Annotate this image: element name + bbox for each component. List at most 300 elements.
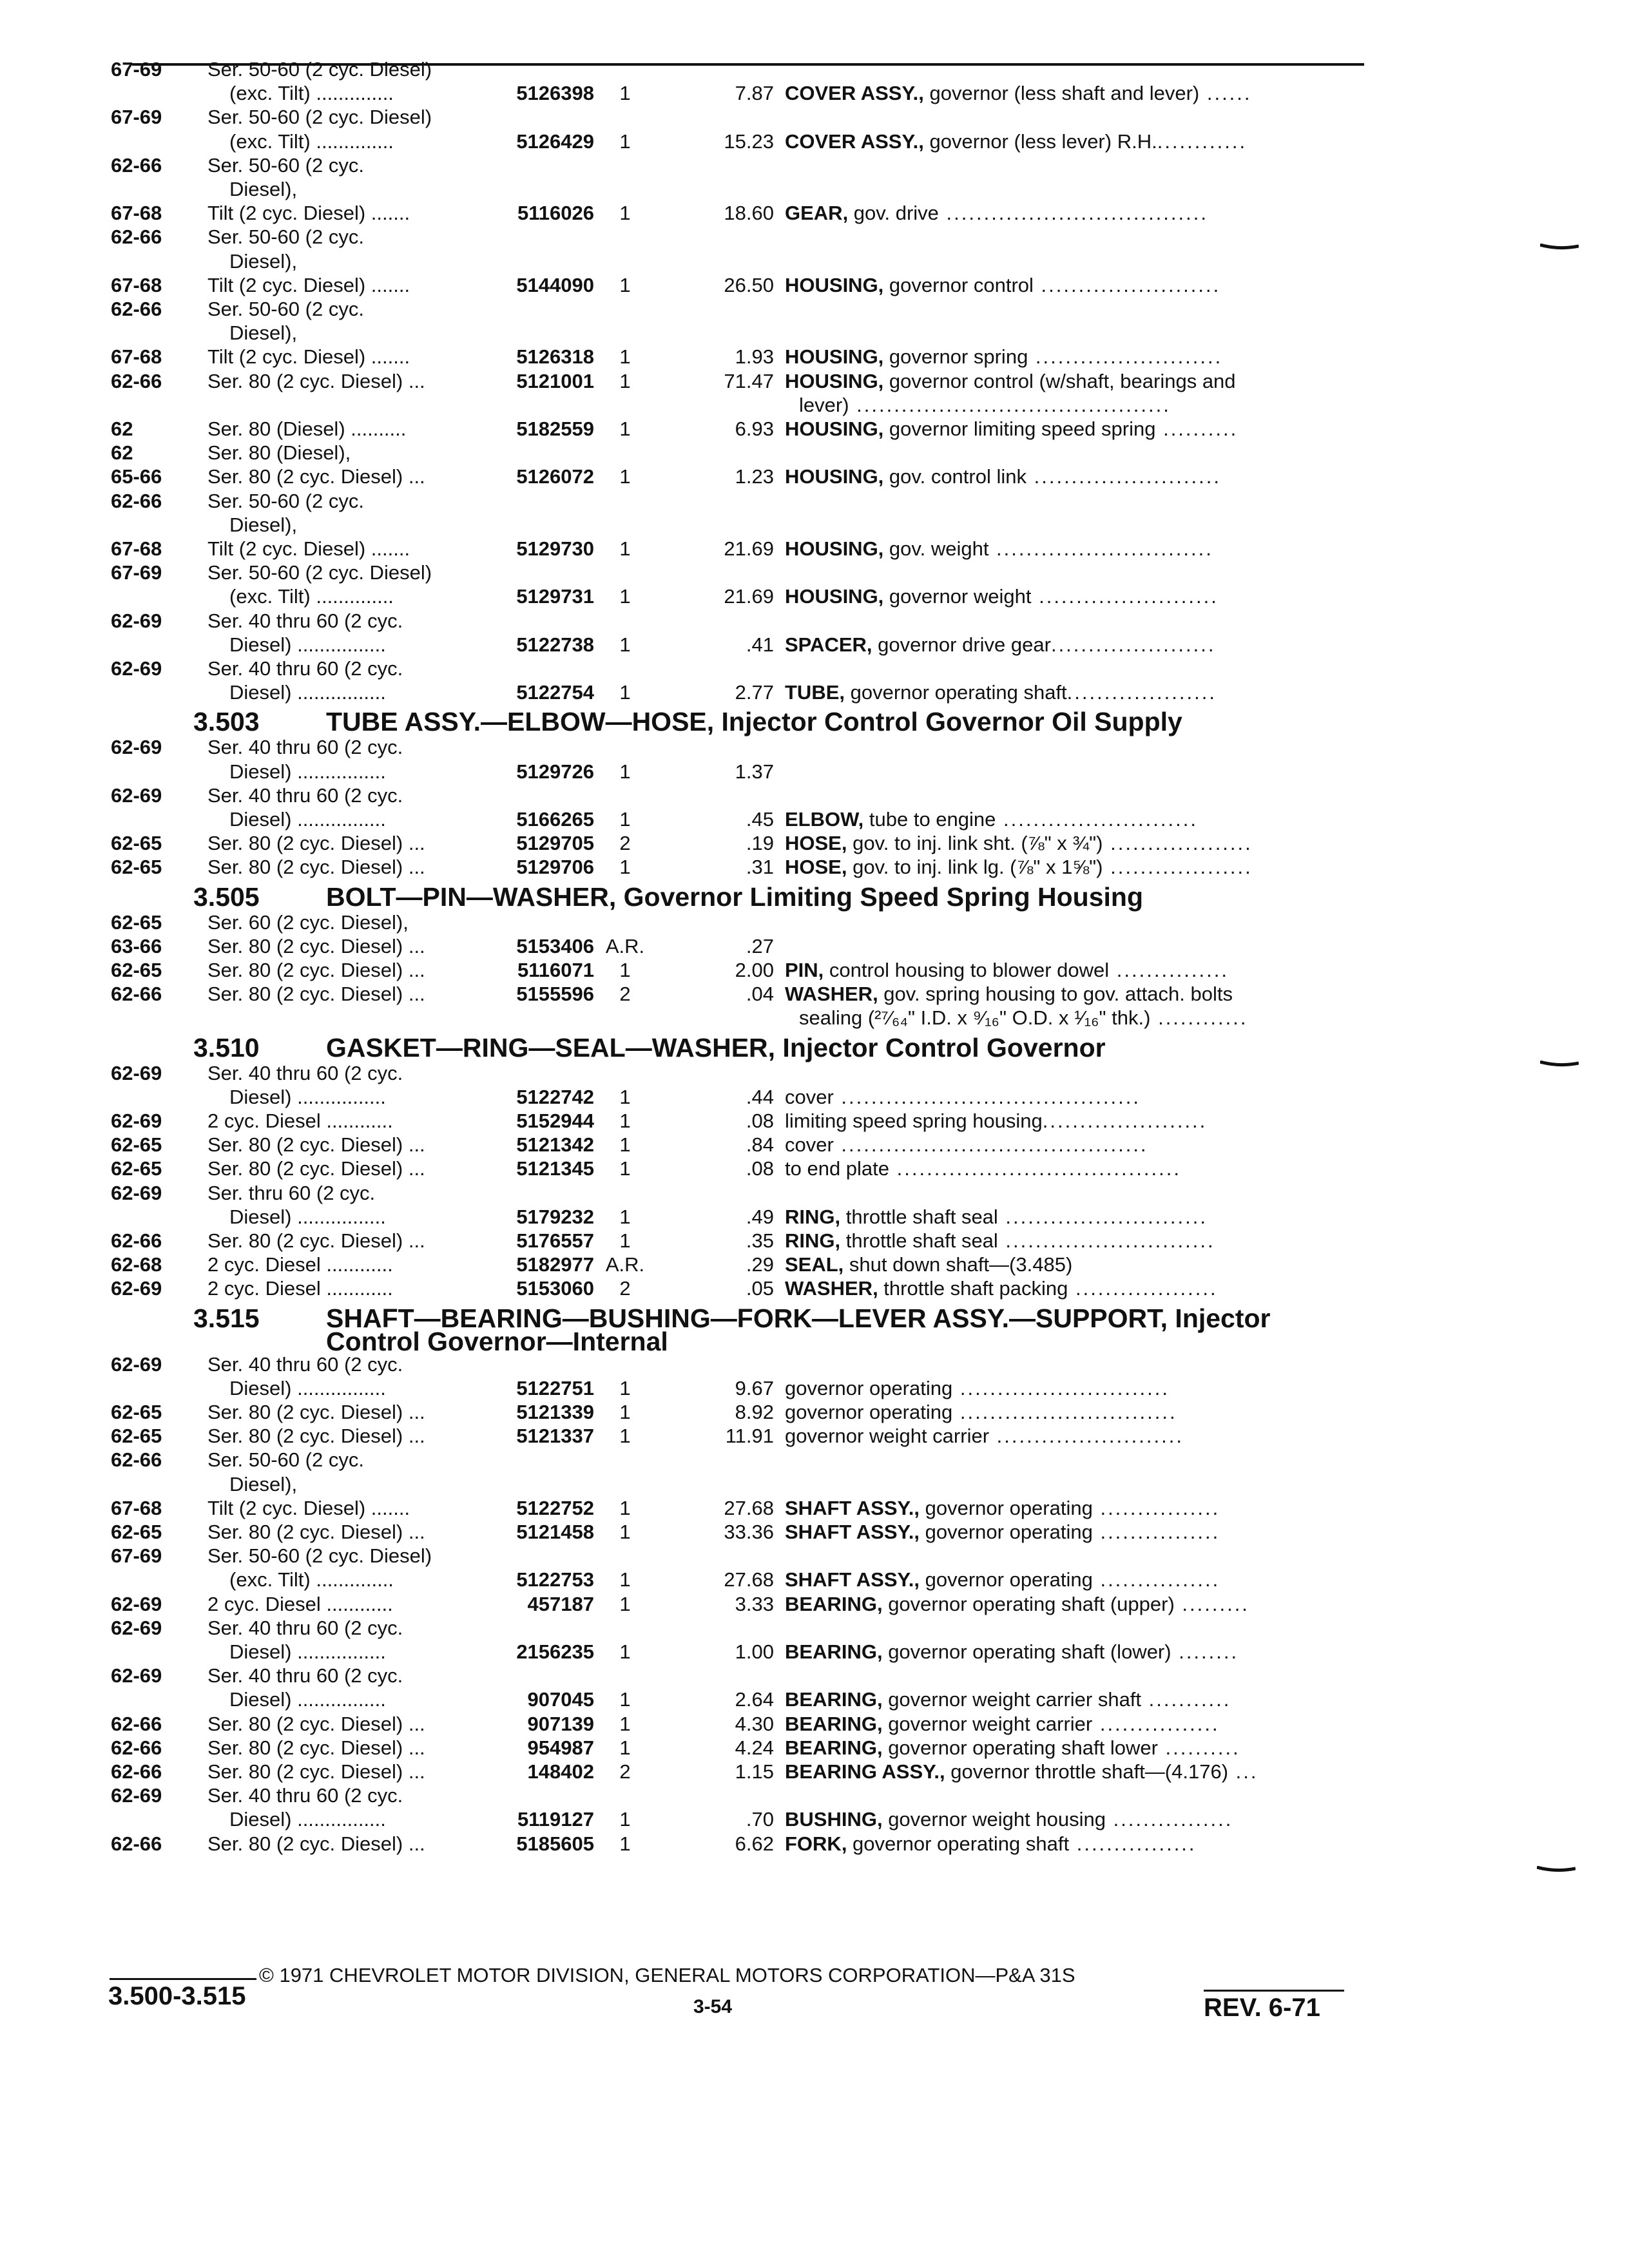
- model-years: 62-66: [111, 1448, 162, 1472]
- part-number: 2156235: [516, 1640, 594, 1663]
- model-years: 62-65: [111, 910, 162, 934]
- part-detail: gov. to inj. link sht. (⅞" x ¾"): [847, 832, 1103, 855]
- table-row: [0, 1276, 1629, 1302]
- table-row: [0, 1807, 1629, 1832]
- part-number: 5126072: [516, 465, 594, 488]
- quantity: 1: [619, 1110, 631, 1132]
- model-years: 62-65: [111, 1521, 162, 1543]
- part-name: BEARING,: [785, 1736, 883, 1759]
- model-years: 62-69: [111, 1277, 162, 1300]
- leader-dots: ...................: [1103, 856, 1253, 879]
- table-row: [0, 1759, 1629, 1785]
- part-name: BEARING,: [785, 1712, 883, 1735]
- part-detail: governor weight carrier: [882, 1712, 1093, 1735]
- leader-dots: .........................: [1027, 465, 1221, 488]
- part-name: BEARING,: [785, 1592, 883, 1615]
- part-number: 5126398: [516, 82, 594, 105]
- series-application: Tilt (2 cyc. Diesel) .......: [207, 537, 410, 560]
- part-detail: governor (less lever) R.H.: [923, 130, 1157, 153]
- part-number: 5182559: [516, 418, 594, 440]
- part-detail: throttle shaft seal: [840, 1229, 998, 1252]
- part-name: HOUSING,: [785, 465, 884, 488]
- part-name: COVER ASSY.,: [785, 130, 924, 153]
- model-years: 62-65: [111, 856, 162, 879]
- part-name: HOUSING,: [785, 273, 884, 296]
- quantity: 1: [619, 345, 631, 369]
- part-description: [785, 273, 1358, 298]
- leader-dots: ................: [1105, 1808, 1233, 1831]
- leader-dots: ................: [1092, 1568, 1220, 1591]
- part-number: 5116026: [517, 202, 594, 225]
- part-description: [785, 369, 1358, 394]
- part-description: [785, 344, 1358, 370]
- model-years: 62-69: [111, 783, 162, 807]
- quantity: 1: [619, 1521, 631, 1543]
- quantity: 1: [619, 1133, 631, 1157]
- part-number: 5152944: [516, 1110, 594, 1132]
- series-application: Ser. 80 (2 cyc. Diesel) ...: [207, 1736, 425, 1759]
- series-application: Ser. 80 (2 cyc. Diesel) ...: [207, 369, 425, 392]
- part-number: 907045: [527, 1688, 594, 1711]
- table-row: [0, 783, 1629, 809]
- part-description: [785, 129, 1358, 155]
- part-number: 5176557: [516, 1229, 594, 1252]
- section-title: TUBE ASSY.—ELBOW—HOSE, Injector Control Governor Oil Supply: [326, 707, 1182, 737]
- part-detail: governor operating: [920, 1496, 1093, 1519]
- part-description: [785, 584, 1358, 610]
- series-application: Tilt (2 cyc. Diesel) .......: [207, 1496, 410, 1519]
- part-number: 5121342: [516, 1133, 594, 1157]
- series-application: Tilt (2 cyc. Diesel) .......: [207, 273, 410, 296]
- part-number: 5119127: [517, 1808, 594, 1831]
- list-price: 8.92: [735, 1401, 774, 1423]
- part-name: BEARING ASSY.,: [785, 1760, 945, 1783]
- leader-dots: ...: [1228, 1760, 1258, 1783]
- list-price: 9.67: [735, 1376, 774, 1399]
- leader-dots: ...............: [1109, 959, 1229, 981]
- quantity: 1: [619, 1808, 631, 1831]
- series-application: Diesel) ................: [229, 1205, 386, 1228]
- quantity: 1: [619, 856, 631, 879]
- leader-dots: ......................................: [889, 1157, 1181, 1180]
- part-detail: governor throttle shaft—(4.176): [945, 1760, 1229, 1783]
- quantity: 2: [619, 832, 631, 855]
- series-application: Ser. 80 (2 cyc. Diesel) ...: [207, 1425, 425, 1448]
- part-name: HOSE,: [785, 856, 847, 879]
- model-years: 62-66: [111, 298, 162, 320]
- list-price: 4.30: [735, 1712, 774, 1735]
- part-detail: gov. spring housing to gov. attach. bolts: [878, 983, 1233, 1006]
- part-detail: throttle shaft seal: [840, 1205, 998, 1228]
- part-number: 5121339: [516, 1401, 594, 1423]
- part-name: PIN,: [785, 959, 824, 981]
- model-years: 62-66: [111, 1832, 162, 1855]
- quantity: 1: [619, 1085, 631, 1108]
- quantity: 1: [619, 1736, 631, 1759]
- part-detail: cover: [785, 1085, 834, 1108]
- quantity: A.R.: [605, 1253, 645, 1276]
- leader-dots: .........................................: [833, 1133, 1148, 1157]
- series-application: Ser. thru 60 (2 cyc.: [207, 1181, 376, 1204]
- section-heading: [193, 706, 1182, 737]
- section-title: GASKET—RING—SEAL—WASHER, Injector Control Governor: [326, 1032, 1106, 1062]
- quantity: 1: [619, 681, 631, 704]
- model-years: 62-69: [111, 1061, 162, 1084]
- part-detail: limiting speed spring housing: [785, 1110, 1043, 1132]
- list-price: .05: [746, 1277, 774, 1300]
- part-number: 5144090: [516, 273, 594, 296]
- part-number: 5121345: [516, 1157, 594, 1180]
- part-name: BEARING,: [785, 1688, 883, 1711]
- series-application: Ser. 80 (2 cyc. Diesel) ...: [207, 1133, 425, 1157]
- part-name: FORK,: [785, 1832, 847, 1855]
- table-row: [0, 536, 1629, 562]
- series-application: Tilt (2 cyc. Diesel) .......: [207, 345, 410, 369]
- model-years: 62-69: [111, 609, 162, 632]
- part-name: SHAFT ASSY.,: [785, 1496, 920, 1519]
- series-application: Diesel) ................: [229, 681, 386, 704]
- part-description: [785, 1831, 1358, 1857]
- quantity: 1: [619, 537, 631, 560]
- part-description: [785, 1807, 1358, 1832]
- part-detail: throttle shaft packing: [878, 1277, 1068, 1300]
- table-row: [0, 320, 1629, 346]
- model-years: 62: [111, 418, 133, 440]
- footer-rule-left: [110, 1978, 256, 1980]
- table-row: [0, 1519, 1629, 1545]
- series-application: Ser. 80 (2 cyc. Diesel) ...: [207, 1401, 425, 1423]
- model-years: 67-68: [111, 345, 162, 369]
- table-row: [0, 1156, 1629, 1182]
- part-description: [785, 1759, 1358, 1785]
- series-application: Ser. 80 (2 cyc. Diesel) ...: [207, 1832, 425, 1855]
- list-price: 2.77: [735, 681, 774, 704]
- part-name: SHAFT ASSY.,: [785, 1568, 920, 1591]
- model-years: 62-69: [111, 1110, 162, 1132]
- model-years: 62-65: [111, 1157, 162, 1180]
- part-description: [785, 1567, 1358, 1593]
- list-price: .08: [746, 1110, 774, 1132]
- model-years: 63-66: [111, 934, 162, 957]
- table-row: [0, 440, 1629, 466]
- part-description: [785, 680, 1358, 706]
- series-application: (exc. Tilt) ..............: [229, 585, 394, 608]
- series-application: (exc. Tilt) ..............: [229, 1568, 394, 1591]
- part-description: [785, 807, 1358, 832]
- table-row: [0, 1447, 1629, 1473]
- part-description: [785, 1519, 1358, 1545]
- series-application: Ser. 80 (Diesel) ..........: [207, 418, 407, 440]
- model-years: 62-69: [111, 1784, 162, 1807]
- list-price: 3.33: [735, 1592, 774, 1615]
- leader-dots: ......: [1199, 82, 1252, 105]
- part-description: [799, 1005, 1358, 1031]
- table-row: [0, 608, 1629, 634]
- part-name: BEARING,: [785, 1640, 883, 1663]
- part-number: 5129705: [516, 832, 594, 855]
- part-number: 5129706: [516, 856, 594, 879]
- part-number: 5122753: [516, 1568, 594, 1591]
- model-years: 62-66: [111, 226, 162, 249]
- part-number: 5166265: [516, 808, 594, 831]
- model-years: 62-66: [111, 489, 162, 512]
- list-price: 1.15: [735, 1760, 774, 1783]
- part-detail: governor operating shaft (upper): [882, 1592, 1175, 1615]
- quantity: 2: [619, 983, 631, 1006]
- footer-section-range: 3.500-3.515: [108, 1982, 246, 2010]
- table-row: [0, 807, 1629, 832]
- series-application: Ser. 40 thru 60 (2 cyc.: [207, 1664, 403, 1687]
- table-row: [0, 1108, 1629, 1134]
- part-name: HOUSING,: [785, 369, 884, 392]
- part-description: [785, 1252, 1358, 1278]
- series-application: 2 cyc. Diesel ............: [207, 1253, 393, 1276]
- list-price: .04: [746, 983, 774, 1006]
- model-years: 62-66: [111, 1736, 162, 1759]
- margin-tick-mark: [1540, 1061, 1579, 1067]
- leader-dots: ............: [1150, 1006, 1248, 1030]
- series-application: Ser. 80 (2 cyc. Diesel) ...: [207, 832, 425, 855]
- series-application: Ser. 80 (2 cyc. Diesel) ...: [207, 1521, 425, 1543]
- part-detail: governor spring: [883, 345, 1028, 369]
- table-row: [0, 464, 1629, 490]
- part-description: [785, 1156, 1358, 1182]
- quantity: 1: [619, 1640, 631, 1663]
- table-row: [0, 584, 1629, 610]
- part-description: [785, 957, 1358, 983]
- list-price: 26.50: [724, 273, 774, 296]
- table-row: [0, 1687, 1629, 1713]
- part-detail: governor operating shaft lower: [882, 1736, 1158, 1759]
- table-row: [0, 57, 1629, 82]
- part-detail: lever): [799, 393, 849, 416]
- part-detail: gov. control link: [883, 465, 1027, 488]
- part-description: [785, 1108, 1358, 1134]
- series-application: 2 cyc. Diesel ............: [207, 1277, 393, 1300]
- quantity: 1: [619, 1425, 631, 1448]
- part-description: [785, 464, 1358, 490]
- margin-tick-mark: [1537, 1866, 1576, 1872]
- leader-dots: .........: [1174, 1592, 1249, 1615]
- part-detail: to end plate: [785, 1157, 890, 1180]
- model-years: 62-65: [111, 959, 162, 981]
- part-description: [785, 1711, 1358, 1737]
- list-price: 1.00: [735, 1640, 774, 1663]
- part-name: SPACER,: [785, 633, 872, 656]
- part-number: 5126429: [516, 130, 594, 153]
- part-name: TUBE,: [785, 681, 845, 704]
- part-number: 5122754: [516, 681, 594, 704]
- part-description: [785, 831, 1358, 856]
- list-price: 1.93: [735, 345, 774, 369]
- series-application: Diesel) ................: [229, 1640, 386, 1663]
- series-application: Diesel) ................: [229, 633, 386, 656]
- quantity: 1: [619, 1401, 631, 1423]
- series-application: Diesel),: [229, 249, 298, 273]
- series-application: Ser. 80 (2 cyc. Diesel) ...: [207, 856, 425, 879]
- table-row: [0, 296, 1629, 322]
- part-name: HOUSING,: [785, 418, 884, 440]
- part-detail: governor operating shaft (lower): [882, 1640, 1171, 1663]
- section-title: SHAFT—BEARING—BUSHING—FORK—LEVER ASSY.—SUPPORT, Injector: [326, 1303, 1271, 1333]
- section-number: 3.515: [193, 1303, 260, 1333]
- part-detail: tube to engine: [863, 808, 996, 831]
- table-row: [0, 680, 1629, 706]
- series-application: Ser. 40 thru 60 (2 cyc.: [207, 657, 403, 680]
- part-name: HOUSING,: [785, 345, 884, 369]
- table-row: [0, 1399, 1629, 1425]
- part-name: COVER ASSY.,: [785, 82, 924, 105]
- quantity: 1: [619, 585, 631, 608]
- leader-dots: ........: [1171, 1640, 1239, 1663]
- table-row: [0, 1711, 1629, 1737]
- table-row: [0, 1567, 1629, 1593]
- part-number: 907139: [527, 1712, 594, 1735]
- leader-dots: ................: [1092, 1712, 1220, 1735]
- part-detail: governor operating: [920, 1521, 1093, 1543]
- table-row: [0, 129, 1629, 155]
- quantity: 1: [619, 369, 631, 392]
- part-number: 5122751: [516, 1376, 594, 1399]
- part-number: 5185605: [516, 1832, 594, 1855]
- table-row: [0, 910, 1629, 936]
- series-application: Ser. 40 thru 60 (2 cyc.: [207, 609, 403, 632]
- part-number: 5121458: [516, 1521, 594, 1543]
- part-description: [785, 1376, 1358, 1401]
- table-row: [0, 957, 1629, 983]
- model-years: 67-69: [111, 106, 162, 129]
- list-price: 7.87: [735, 82, 774, 105]
- leader-dots: ............................: [998, 1229, 1215, 1252]
- series-application: Diesel) ................: [229, 1808, 386, 1831]
- model-years: 62-69: [111, 1664, 162, 1687]
- list-price: 4.24: [735, 1736, 774, 1759]
- list-price: 33.36: [724, 1521, 774, 1543]
- model-years: 67-68: [111, 273, 162, 296]
- list-price: 21.69: [724, 537, 774, 560]
- model-years: 62-69: [111, 1616, 162, 1639]
- table-row: [0, 1061, 1629, 1086]
- part-number: 148402: [527, 1760, 594, 1783]
- list-price: .31: [746, 856, 774, 879]
- table-row: [0, 1423, 1629, 1449]
- quantity: 1: [619, 1157, 631, 1180]
- series-application: Ser. 50-60 (2 cyc. Diesel): [207, 106, 432, 129]
- leader-dots: .........................: [989, 1425, 1184, 1448]
- part-detail: governor control (w/shaft, bearings and: [883, 369, 1236, 392]
- series-application: Ser. 40 thru 60 (2 cyc.: [207, 1061, 403, 1084]
- section-heading: [193, 1032, 1106, 1063]
- part-number: 5116071: [517, 959, 594, 981]
- part-detail: cover: [785, 1133, 834, 1157]
- table-row: [0, 1376, 1629, 1401]
- leader-dots: .............................: [988, 537, 1213, 560]
- quantity: 2: [619, 1277, 631, 1300]
- leader-dots: ...................................: [938, 202, 1208, 225]
- table-row: [0, 1084, 1629, 1110]
- part-number: 5122752: [516, 1496, 594, 1519]
- footer-rule-right: [1204, 1990, 1344, 1992]
- quantity: 1: [619, 1229, 631, 1252]
- series-application: (exc. Tilt) ..............: [229, 82, 394, 105]
- table-row: [0, 1639, 1629, 1665]
- table-row: [0, 656, 1629, 682]
- table-row: [0, 488, 1629, 514]
- series-application: Ser. 40 thru 60 (2 cyc.: [207, 1352, 403, 1376]
- table-row: [0, 854, 1629, 880]
- list-price: .29: [746, 1253, 774, 1276]
- part-number: 5129730: [516, 537, 594, 560]
- series-application: Ser. 50-60 (2 cyc.: [207, 298, 364, 320]
- section-title-continued: Control Governor—Internal: [326, 1326, 668, 1356]
- table-row: [0, 1472, 1629, 1497]
- model-years: 62-65: [111, 1425, 162, 1448]
- part-description: [785, 1495, 1358, 1521]
- series-application: Ser. 50-60 (2 cyc.: [207, 1448, 364, 1472]
- part-name: WASHER,: [785, 1277, 878, 1300]
- quantity: 1: [619, 1592, 631, 1615]
- model-years: 62-69: [111, 1181, 162, 1204]
- part-description: [785, 981, 1358, 1007]
- part-name: HOSE,: [785, 832, 847, 855]
- table-row: [0, 560, 1629, 586]
- part-detail: sealing (²⁷⁄₆₄" I.D. x ⁹⁄₁₆" O.D. x ¹⁄₁₆" thk.): [799, 1006, 1151, 1030]
- part-description: [785, 1735, 1358, 1761]
- model-years: 67-69: [111, 58, 162, 81]
- series-application: 2 cyc. Diesel ............: [207, 1110, 393, 1132]
- series-application: Diesel) ................: [229, 1688, 386, 1711]
- model-years: 67-69: [111, 1544, 162, 1568]
- part-description: [785, 1132, 1358, 1158]
- quantity: 1: [619, 1376, 631, 1399]
- series-application: Diesel) ................: [229, 808, 386, 831]
- quantity: 1: [619, 1832, 631, 1855]
- series-application: Ser. 80 (2 cyc. Diesel) ...: [207, 1712, 425, 1735]
- quantity: 1: [619, 82, 631, 105]
- table-row: [0, 1831, 1629, 1857]
- leader-dots: ..........................: [996, 808, 1198, 831]
- leader-dots: ....................: [1066, 681, 1217, 704]
- list-price: .70: [746, 1808, 774, 1831]
- section-number: 3.510: [193, 1032, 260, 1062]
- model-years: 62-65: [111, 1133, 162, 1157]
- table-row: [0, 344, 1629, 370]
- table-row: [0, 1228, 1629, 1254]
- table-row: [0, 512, 1629, 538]
- series-application: Ser. 40 thru 60 (2 cyc.: [207, 736, 403, 759]
- table-row: [0, 369, 1629, 394]
- part-name: SHAFT ASSY.,: [785, 1521, 920, 1543]
- table-row: [0, 416, 1629, 442]
- leader-dots: ..........: [1155, 418, 1239, 440]
- part-name: BUSHING,: [785, 1808, 883, 1831]
- series-application: Ser. 80 (2 cyc. Diesel) ...: [207, 1229, 425, 1252]
- list-price: 2.64: [735, 1688, 774, 1711]
- part-description: [785, 632, 1358, 658]
- quantity: A.R.: [605, 934, 645, 957]
- list-price: .27: [746, 934, 774, 957]
- quantity: 1: [619, 1688, 631, 1711]
- model-years: 62-66: [111, 983, 162, 1006]
- model-years: 67-68: [111, 202, 162, 225]
- leader-dots: ................: [1092, 1521, 1220, 1543]
- series-application: Ser. 50-60 (2 cyc. Diesel): [207, 58, 432, 81]
- part-detail: governor operating: [785, 1401, 953, 1423]
- part-description: [785, 1228, 1358, 1254]
- part-description: [799, 392, 1358, 418]
- part-number: 5179232: [516, 1205, 594, 1228]
- series-application: Diesel) ................: [229, 1376, 386, 1399]
